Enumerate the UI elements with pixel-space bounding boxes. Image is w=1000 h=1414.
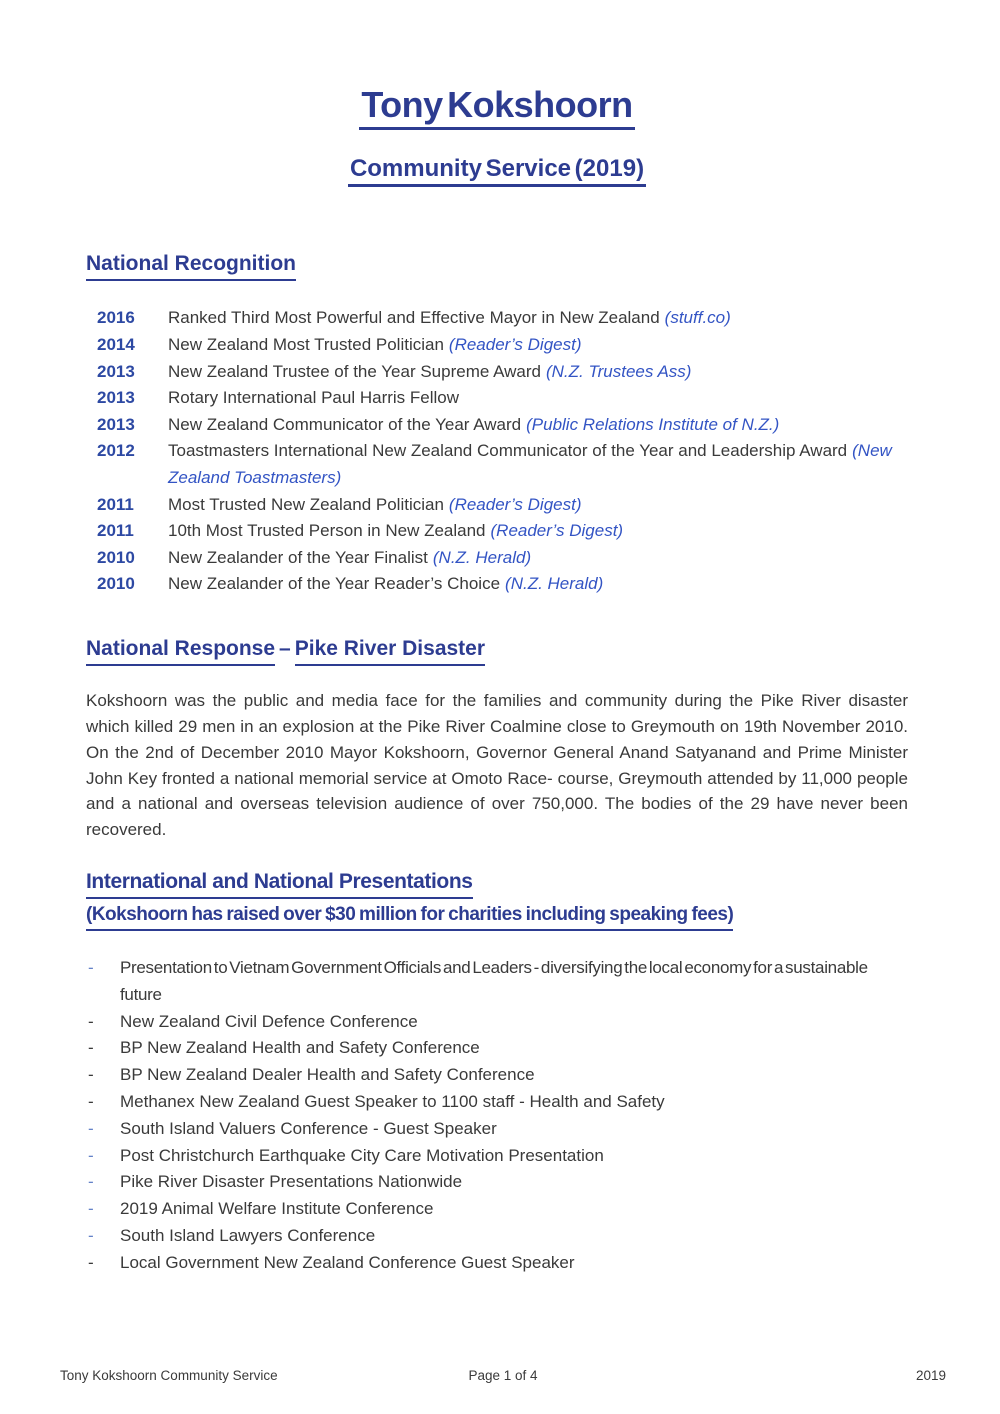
list-item bbox=[88, 1062, 908, 1089]
award-source: (New Zealand Toastmasters) bbox=[168, 441, 892, 487]
award-text: New Zealand Trustee of the Year Supreme Award (N.Z. Trustees Ass) bbox=[168, 361, 692, 381]
award-year: 2016 bbox=[97, 308, 135, 328]
award-text: New Zealander of the Year Reader’s Choice (N.Z. Herald) bbox=[168, 574, 604, 594]
footer-document-name: Tony Kokshoorn Community Service bbox=[60, 1368, 278, 1383]
award-row bbox=[97, 545, 908, 572]
award-row bbox=[97, 412, 908, 439]
award-source: (stuff.co) bbox=[664, 308, 731, 328]
award-row bbox=[97, 571, 908, 598]
dash-bullet-icon: - bbox=[88, 1225, 94, 1245]
list-item-text: BP New Zealand Health and Safety Conference bbox=[120, 1038, 480, 1058]
award-row bbox=[97, 492, 908, 519]
list-item-text: 2019 Animal Welfare Institute Conference bbox=[120, 1199, 434, 1219]
list-item bbox=[88, 1089, 908, 1116]
list-item bbox=[88, 1009, 908, 1036]
list-item-text: BP New Zealand Dealer Health and Safety Conference bbox=[120, 1065, 535, 1085]
award-source: (Reader’s Digest) bbox=[448, 335, 582, 355]
award-text: New Zealand Most Trusted Politician (Reader’s Digest) bbox=[168, 335, 582, 355]
title-block bbox=[86, 86, 908, 130]
award-year: 2014 bbox=[97, 335, 135, 355]
list-item-text: Post Christchurch Earthquake City Care Motivation Presentation bbox=[120, 1145, 604, 1165]
list-item bbox=[88, 1250, 908, 1277]
list-item bbox=[88, 1035, 908, 1062]
list-item bbox=[88, 1143, 908, 1170]
dash-bullet-icon: - bbox=[88, 1091, 94, 1111]
list-item-text: New Zealand Civil Defence Conference bbox=[120, 1011, 418, 1031]
national-response-heading-part2: Pike River Disaster bbox=[295, 636, 485, 666]
award-source: (Public Relations Institute of N.Z.) bbox=[526, 414, 780, 434]
award-year: 2011 bbox=[97, 494, 134, 514]
award-row bbox=[97, 518, 908, 545]
award-year: 2013 bbox=[97, 388, 135, 408]
award-year: 2010 bbox=[97, 547, 135, 567]
awards-list bbox=[97, 305, 908, 598]
award-row bbox=[97, 332, 908, 359]
footer-year: 2019 bbox=[915, 1368, 946, 1383]
award-year: 2011 bbox=[97, 521, 134, 541]
dash-bullet-icon: - bbox=[88, 1038, 94, 1058]
award-source: (Reader’s Digest) bbox=[448, 494, 582, 514]
presentations-list bbox=[88, 955, 908, 1277]
pike-river-paragraph: Kokshoorn was the public and media face for the families and community during the Pike River disaster which killed 29 men in an explosion at the Pike River Coalmine close to Greymouth on 19th November 2010. On the 2nd of December 2010 Mayor Kokshoorn, Governor General Anand Satyanand and Prime Minister John Key fronted a national memorial service at Omoto Race- course, Greymouth attended by 11,000 people and a national and overseas television audience of over 750,000. The bodies of the 29 have never been recovered. bbox=[86, 691, 908, 840]
subtitle-block bbox=[86, 156, 908, 187]
list-item bbox=[88, 1116, 908, 1143]
dash-bullet-icon: - bbox=[88, 1065, 94, 1085]
national-recognition-heading-text: National Recognition bbox=[86, 251, 296, 281]
footer-page-number: Page 1 of 4 bbox=[468, 1368, 538, 1383]
award-text: Ranked Third Most Powerful and Effective Mayor in New Zealand (stuff.co) bbox=[168, 308, 731, 328]
dash-bullet-icon: - bbox=[88, 1145, 94, 1165]
document-subtitle: Community Service (2019) bbox=[348, 156, 646, 187]
presentations-subheading-text: (Kokshoorn has raised over $30 million for charities including speaking fees) bbox=[86, 903, 733, 931]
award-text: 10th Most Trusted Person in New Zealand (Reader’s Digest) bbox=[168, 521, 624, 541]
award-year: 2012 bbox=[97, 441, 135, 461]
presentations-heading bbox=[86, 869, 908, 931]
award-source: (N.Z. Trustees Ass) bbox=[545, 361, 692, 381]
award-text: Toastmasters International New Zealand Communicator of the Year and Leadership Award (New Zealand Toastmasters) bbox=[168, 441, 892, 487]
presentations-heading-text: International and National Presentations bbox=[86, 869, 473, 899]
award-row bbox=[97, 359, 908, 386]
list-item-text: Local Government New Zealand Conference Guest Speaker bbox=[120, 1252, 575, 1272]
award-text: Rotary International Paul Harris Fellow bbox=[168, 388, 460, 408]
award-text: New Zealand Communicator of the Year Award (Public Relations Institute of N.Z.) bbox=[168, 414, 780, 434]
dash-bullet-icon: - bbox=[88, 958, 94, 977]
heading-dash: – bbox=[279, 636, 291, 660]
list-item-text: Presentation to Vietnam Government Officials and Leaders - diversifying the local economy for a sustainable future bbox=[120, 958, 868, 1004]
award-year: 2013 bbox=[97, 414, 135, 434]
document-title: Tony Kokshoorn bbox=[359, 86, 634, 130]
award-source: (Reader’s Digest) bbox=[490, 521, 624, 541]
award-row bbox=[97, 305, 908, 332]
dash-bullet-icon: - bbox=[88, 1172, 94, 1192]
list-item-text: Pike River Disaster Presentations Nationwide bbox=[120, 1172, 463, 1192]
list-item-text: South Island Valuers Conference - Guest Speaker bbox=[120, 1118, 497, 1138]
national-response-heading-part1: National Response bbox=[86, 636, 275, 666]
list-item-text: South Island Lawyers Conference bbox=[120, 1225, 376, 1245]
presentations-subheading bbox=[86, 903, 908, 931]
list-item bbox=[88, 1223, 908, 1250]
award-source: (N.Z. Herald) bbox=[432, 547, 532, 567]
award-year: 2010 bbox=[97, 574, 135, 594]
dash-bullet-icon: - bbox=[88, 1011, 94, 1031]
list-item bbox=[88, 1196, 908, 1223]
award-row bbox=[97, 438, 908, 491]
award-text: Most Trusted New Zealand Politician (Reader’s Digest) bbox=[168, 494, 582, 514]
list-item bbox=[88, 1169, 908, 1196]
award-text: New Zealander of the Year Finalist (N.Z. Herald) bbox=[168, 547, 532, 567]
dash-bullet-icon: - bbox=[88, 1199, 94, 1219]
national-response-heading bbox=[86, 636, 908, 666]
page-footer bbox=[60, 1368, 946, 1383]
dash-bullet-icon: - bbox=[88, 1252, 94, 1272]
list-item bbox=[88, 955, 908, 1009]
award-year: 2013 bbox=[97, 361, 135, 381]
dash-bullet-icon: - bbox=[88, 1118, 94, 1138]
award-source: (N.Z. Herald) bbox=[505, 574, 604, 594]
list-item-text: Methanex New Zealand Guest Speaker to 1100 staff - Health and Safety bbox=[120, 1091, 665, 1111]
national-recognition-heading bbox=[86, 251, 908, 281]
award-row bbox=[97, 385, 908, 412]
